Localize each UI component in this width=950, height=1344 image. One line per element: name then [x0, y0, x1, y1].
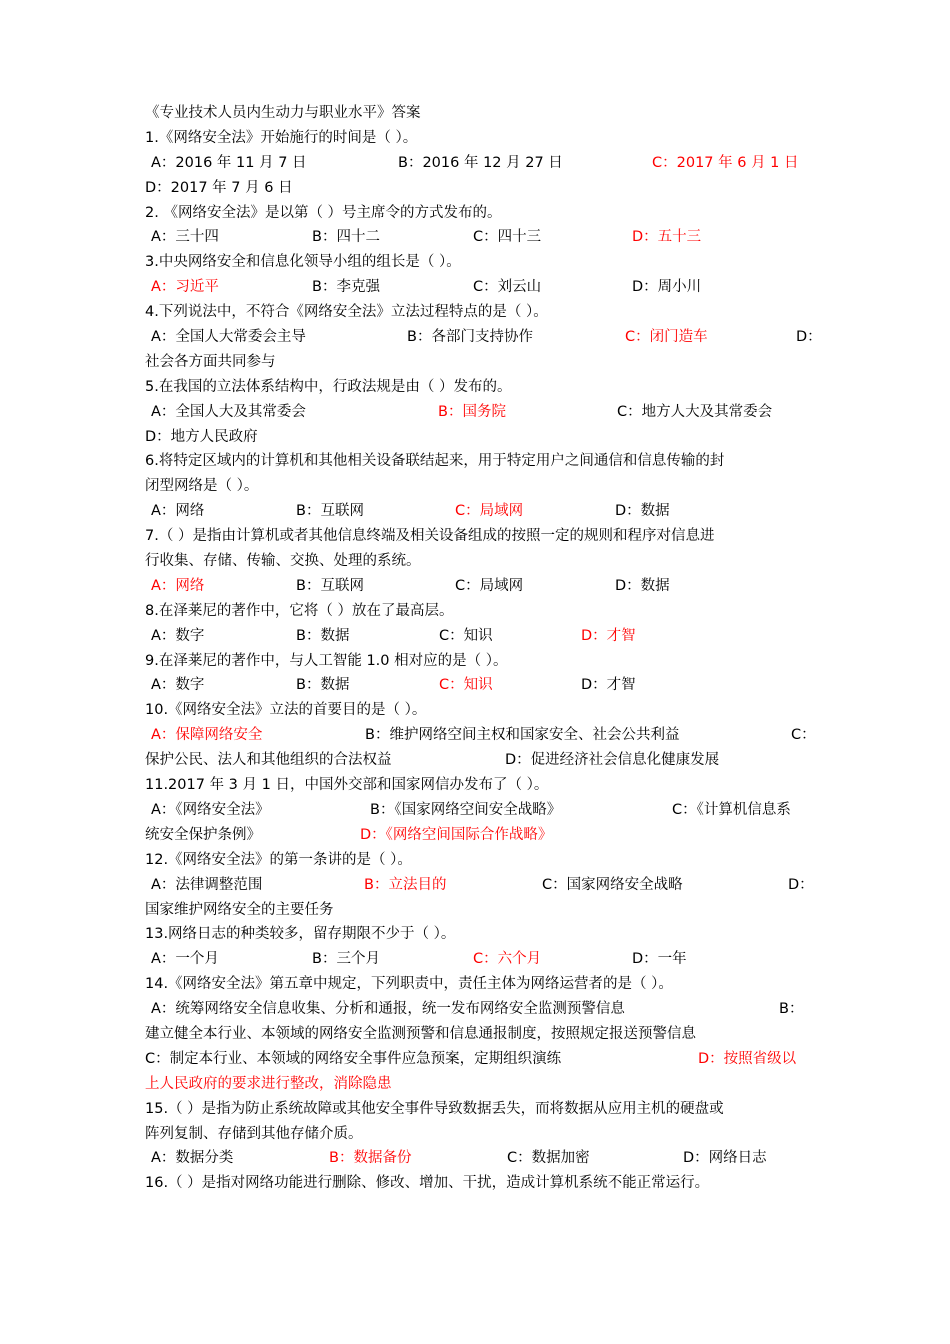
question-7-cont: 行收集、存储、传输、交换、处理的系统。	[145, 553, 421, 570]
option-5a: A：全国人大及其常委会	[151, 403, 306, 420]
options-6	[145, 499, 825, 524]
option-14b-prefix: B：	[779, 1001, 804, 1018]
option-4b: B：各部门支持协作	[407, 329, 533, 346]
option-13a: A：一个月	[151, 951, 219, 968]
option-9d: D：才智	[581, 677, 636, 694]
option-4a: A：全国人大常委会主导	[151, 329, 306, 346]
question-15: 15.（ ）是指为防止系统故障或其他安全事件导致数据丢失，而将数据从应用主机的硬盘或	[145, 1100, 724, 1117]
option-2a: A：三十四	[151, 229, 219, 246]
options-11	[145, 798, 825, 823]
option-10d: D：促进经济社会信息化健康发展	[505, 752, 720, 769]
document-body	[145, 101, 825, 1196]
options-3	[145, 275, 825, 300]
option-11c: 统安全保护条例》	[145, 826, 261, 843]
option-8a: A：数字	[151, 627, 205, 644]
option-5d: D：地方人民政府	[145, 428, 258, 445]
option-9a: A：数字	[151, 677, 205, 694]
options-8	[145, 624, 825, 649]
option-6d: D：数据	[615, 503, 670, 520]
option-12c: C：国家网络安全战略	[542, 876, 683, 893]
question-15-cont: 阵列复制、存储到其他存储介质。	[145, 1125, 363, 1142]
option-13d: D：一年	[632, 951, 687, 968]
option-11c-prefix: C：《计算机信息系	[672, 801, 791, 818]
option-1b: B：2016 年 12 月 27 日	[398, 154, 563, 171]
question-9: 9.在泽莱尼的著作中，与人工智能 1.0 相对应的是（ ）。	[145, 652, 508, 669]
option-12b-answer: B：立法目的	[364, 876, 447, 893]
question-6-cont: 闭型网络是（ ）。	[145, 478, 259, 495]
option-7a-answer: A：网络	[151, 577, 205, 594]
option-2c: C：四十三	[473, 229, 542, 246]
question-5: 5.在我国的立法体系结构中，行政法规是由（ ）发布的。	[145, 378, 512, 395]
question-2: 2. 《网络安全法》是以第（ ）号主席令的方式发布的。	[145, 204, 502, 221]
option-6b: B：互联网	[296, 503, 364, 520]
option-13c-answer: C：六个月	[473, 951, 542, 968]
option-12a: A：法律调整范围	[151, 876, 263, 893]
option-10c-prefix: C：	[791, 727, 816, 744]
options-5	[145, 400, 825, 425]
options-4	[145, 325, 825, 350]
option-1d: D：2017 年 7 月 6 日	[145, 179, 293, 196]
options-10	[145, 723, 825, 748]
option-11d-answer: D：《网络空间国际合作战略》	[360, 826, 553, 843]
question-14: 14.《网络安全法》第五章中规定，下列职责中，责任主体为网络运营者的是（ ）。	[145, 976, 673, 993]
option-15b-answer: B：数据备份	[329, 1150, 412, 1167]
options-14	[145, 997, 825, 1022]
options-7	[145, 574, 825, 599]
option-13b: B：三个月	[312, 951, 380, 968]
options-11-cont	[145, 823, 825, 848]
option-4d-prefix: D：	[796, 329, 822, 346]
question-6: 6.将特定区域内的计算机和其他相关设备联结起来，用于特定用户之间通信和信息传输的封	[145, 453, 725, 470]
option-6c-answer: C：局域网	[455, 503, 524, 520]
option-14c: C：制定本行业、本领域的网络安全事件应急预案，定期组织演练	[145, 1050, 562, 1067]
option-6a: A：网络	[151, 503, 205, 520]
question-8: 8.在泽莱尼的著作中，它将（ ）放在了最高层。	[145, 602, 454, 619]
option-5c: C：地方人大及其常委会	[617, 403, 773, 420]
option-1c-answer: C：2017 年 6 月 1 日	[652, 154, 799, 171]
option-15c: C：数据加密	[507, 1150, 590, 1167]
option-11a: A：《网络安全法》	[151, 801, 270, 818]
option-12d-prefix: D：	[788, 876, 814, 893]
option-3b: B：李克强	[312, 279, 380, 296]
options-13	[145, 947, 825, 972]
options-12	[145, 873, 825, 898]
question-7: 7.（ ）是指由计算机或者其他信息终端及相关设备组成的按照一定的规则和程序对信息进	[145, 528, 715, 545]
question-16: 16.（ ）是指对网络功能进行删除、修改、增加、干扰，造成计算机系统不能正常运行。	[145, 1175, 710, 1192]
question-13: 13.网络日志的种类较多，留存期限不少于（ ）。	[145, 926, 456, 943]
options-9	[145, 673, 825, 698]
option-10c: 保护公民、法人和其他组织的合法权益	[145, 752, 392, 769]
option-8b: B：数据	[296, 627, 350, 644]
option-11b: B：《国家网络空间安全战略》	[370, 801, 562, 818]
option-15d: D：网络日志	[683, 1150, 767, 1167]
question-10: 10.《网络安全法》立法的首要目的是（ ）。	[145, 702, 427, 719]
option-2b: B：四十二	[312, 229, 380, 246]
option-14d-answer: 上人民政府的要求进行整改，消除隐患	[145, 1075, 392, 1092]
options-10-cont	[145, 748, 825, 773]
options-1	[145, 151, 825, 176]
option-8c: C：知识	[439, 627, 493, 644]
question-11: 11.2017 年 3 月 1 日，中国外交部和国家网信办发布了（ ）。	[145, 777, 549, 794]
option-2d-answer: D：五十三	[632, 229, 702, 246]
option-10a-answer: A：保障网络安全	[151, 727, 263, 744]
option-14a: A：统筹网络安全信息收集、分析和通报，统一发布网络安全监测预警信息	[151, 1001, 625, 1018]
option-3a-answer: A：习近平	[151, 279, 219, 296]
options-15	[145, 1146, 825, 1171]
option-10b: B：维护网络空间主权和国家安全、社会公共利益	[365, 727, 680, 744]
options-14-cont	[145, 1047, 825, 1072]
question-3: 3.中央网络安全和信息化领导小组的组长是（ ）。	[145, 254, 461, 271]
options-2	[145, 225, 825, 250]
option-15a: A：数据分类	[151, 1150, 234, 1167]
option-12d: 国家维护网络安全的主要任务	[145, 901, 334, 918]
option-3c: C：刘云山	[473, 279, 542, 296]
option-7d: D：数据	[615, 577, 670, 594]
option-14d-answer-prefix: D：按照省级以	[698, 1050, 797, 1067]
option-4c-answer: C：闭门造车	[625, 329, 708, 346]
option-3d: D：周小川	[632, 279, 702, 296]
question-1: 1.《网络安全法》开始施行的时间是（ ）。	[145, 129, 418, 146]
question-4: 4.下列说法中，不符合《网络安全法》立法过程特点的是（ ）。	[145, 304, 548, 321]
option-5b-answer: B：国务院	[438, 403, 506, 420]
question-12: 12.《网络安全法》的第一条讲的是（ ）。	[145, 851, 412, 868]
option-7c: C：局域网	[455, 577, 524, 594]
option-14b: 建立健全本行业、本领域的网络安全监测预警和信息通报制度，按照规定报送预警信息	[145, 1025, 696, 1042]
option-1a: A：2016 年 11 月 7 日	[151, 154, 307, 171]
option-9c-answer: C：知识	[439, 677, 493, 694]
option-4d: 社会各方面共同参与	[145, 353, 276, 370]
option-7b: B：互联网	[296, 577, 364, 594]
option-9b: B：数据	[296, 677, 350, 694]
doc-title: 《专业技术人员内生动力与职业水平》答案	[145, 105, 421, 121]
option-8d-answer: D：才智	[581, 627, 636, 644]
